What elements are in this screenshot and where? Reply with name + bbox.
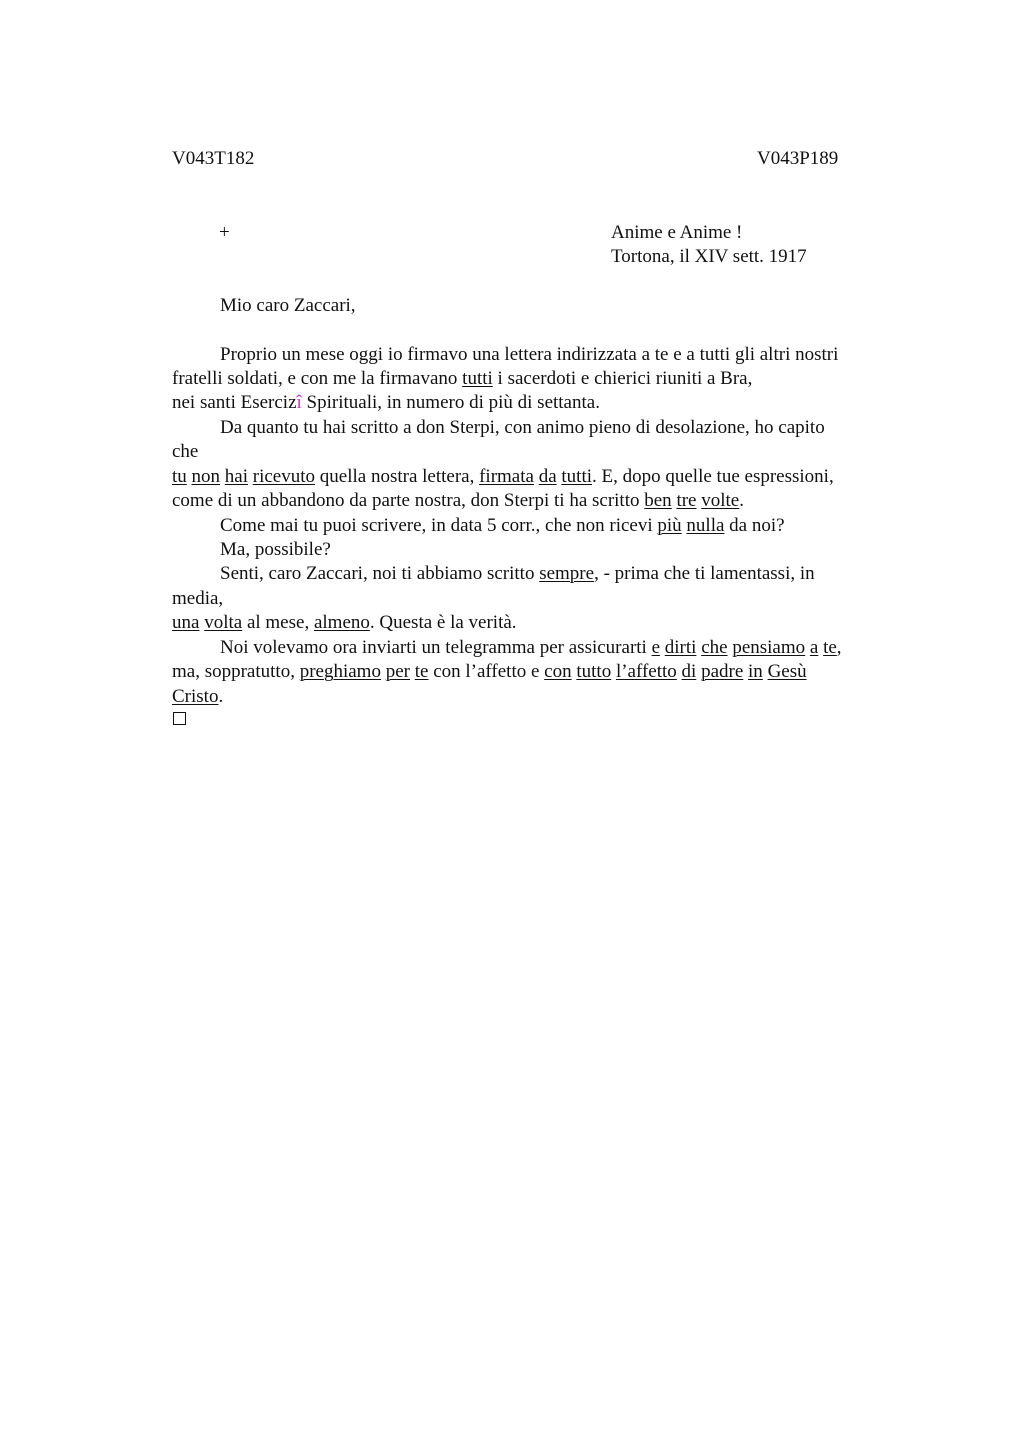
place-date: Tortona, il XIV sett. 1917 <box>611 246 807 267</box>
underlined-word: a <box>809 637 819 658</box>
body-line-4: Da quanto tu hai scritto a don Sterpi, con animo pieno di desolazione, ho capito <box>220 417 825 438</box>
underlined-word: volta <box>204 612 243 633</box>
underlined-word: da <box>538 466 557 487</box>
header-left-code: V043T182 <box>172 148 255 169</box>
text-span: Noi volevamo ora inviarti un telegramma per assicurarti <box>220 637 652 658</box>
text-span: come di un abbandono da parte nostra, don Sterpi ti ha scritto <box>172 490 645 511</box>
text-span: quella nostra lettera, <box>315 466 480 487</box>
body-line-6 <box>172 465 834 489</box>
underlined-word: e <box>651 637 661 658</box>
underlined-word: dirti <box>664 637 697 658</box>
underlined-word: tutti <box>561 466 593 487</box>
text-span: , <box>836 637 842 658</box>
salutation: Mio caro Zaccari, <box>220 295 356 316</box>
underlined-word: ben <box>644 490 672 511</box>
body-line-3 <box>172 391 600 415</box>
body-line-8 <box>220 514 785 538</box>
text-span: , - prima che ti lamentassi, in <box>594 563 815 584</box>
underlined-word: tre <box>676 490 697 511</box>
text-span: . <box>218 686 224 707</box>
underlined-word: pensiamo <box>732 637 806 658</box>
letter-motto: Anime e Anime ! <box>611 222 743 243</box>
body-line-12 <box>172 611 517 635</box>
text-span: Come mai tu puoi scrivere, in data 5 corr., che non ricevi <box>220 515 658 536</box>
underlined-word: volte <box>701 490 740 511</box>
underlined-word: te <box>823 637 837 658</box>
body-line-7 <box>172 489 744 513</box>
cross-symbol: + <box>219 222 230 243</box>
text-span: . E, dopo quelle tue espressioni, <box>592 466 834 487</box>
text-span: ma, soppratutto, <box>172 661 300 682</box>
underlined-word: padre <box>701 661 744 682</box>
underlined-word: sempre <box>539 563 595 584</box>
body-line-13 <box>220 636 842 660</box>
header-right-code: V043P189 <box>757 148 839 169</box>
underlined-word: tutto <box>576 661 612 682</box>
underlined-word: che <box>701 637 728 658</box>
underlined-word: almeno <box>313 612 370 633</box>
body-line-10 <box>220 562 815 586</box>
body-line-11: media, <box>172 588 224 609</box>
text-span: al mese, <box>242 612 314 633</box>
body-line-5: che <box>172 441 199 462</box>
underlined-word: firmata <box>479 466 534 487</box>
underlined-word: ricevuto <box>252 466 316 487</box>
underlined-word: Cristo <box>172 686 219 707</box>
text-span: da noi? <box>724 515 785 536</box>
text-span: fratelli soldati, e con me la firmavano <box>172 368 463 389</box>
body-line-9: Ma, possibile? <box>220 539 331 560</box>
underlined-word: Gesù <box>767 661 807 682</box>
text-span: con l’affetto e <box>428 661 545 682</box>
underlined-word: non <box>191 466 221 487</box>
underlined-word: hai <box>224 466 248 487</box>
underlined-word: te <box>414 661 429 682</box>
text-span: Spirituali, in numero di più di settanta. <box>301 392 600 413</box>
underlined-word: in <box>748 661 763 682</box>
body-line-2 <box>172 367 752 391</box>
text-span: Senti, caro Zaccari, noi ti abbiamo scritto <box>220 563 540 584</box>
end-marker-box-icon <box>173 712 186 725</box>
underlined-word: l’affetto <box>615 661 677 682</box>
text-span: . Questa è la verità. <box>369 612 517 633</box>
underlined-word: con <box>544 661 572 682</box>
body-line-1: Proprio un mese oggi io firmavo una lettera indirizzata a te e a tutti gli altri nostri <box>220 344 839 365</box>
underlined-word: preghiamo <box>299 661 381 682</box>
underlined-word: tutti <box>462 368 493 389</box>
underlined-word: per <box>385 661 410 682</box>
text-span: i sacerdoti e chierici riuniti a Bra, <box>492 368 753 389</box>
underlined-word: di <box>681 661 697 682</box>
underlined-word: tu <box>172 466 187 487</box>
text-span: nei santi Eserciz <box>172 392 297 413</box>
underlined-word: una <box>172 612 200 633</box>
highlighted-accent: î <box>296 392 302 413</box>
body-line-14 <box>172 660 807 684</box>
underlined-word: più <box>657 515 682 536</box>
body-line-15 <box>172 685 223 709</box>
underlined-word: nulla <box>686 515 725 536</box>
text-span: . <box>739 490 744 511</box>
